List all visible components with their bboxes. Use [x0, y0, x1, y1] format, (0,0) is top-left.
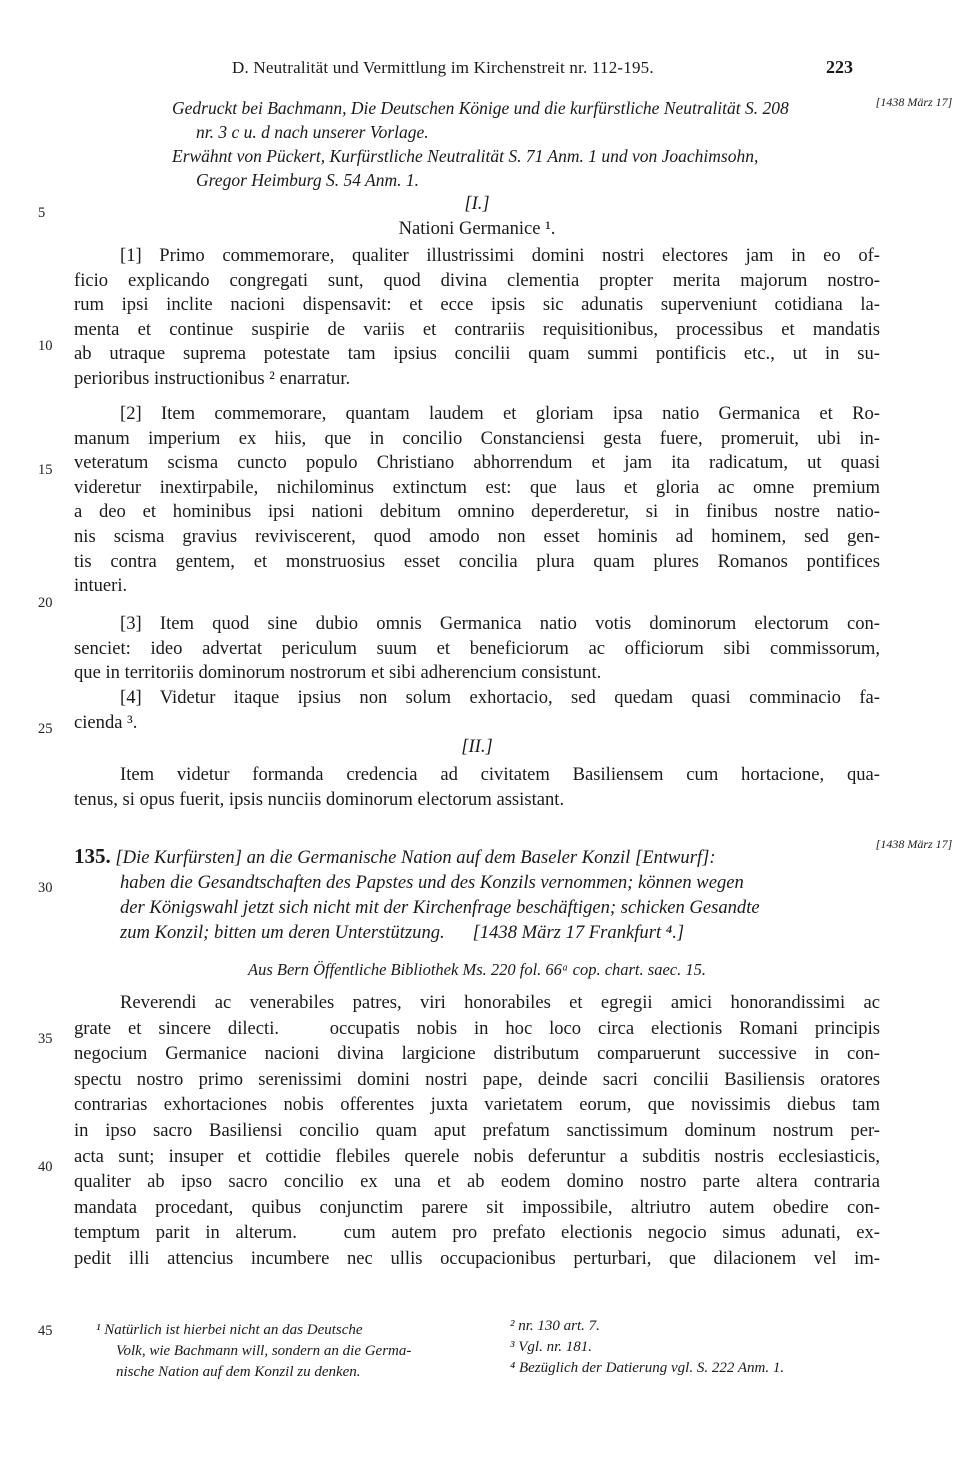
text-line: que in territoriis dominorum nostrorum et sibi adherencium consistunt. — [74, 662, 602, 684]
text-line: intueri. — [74, 575, 128, 597]
text-line: [1] Primo commemorare, qualiter illustrissimi domini nostri electores jam in eo of- — [120, 245, 880, 266]
margin-date-note: [1438 März 17] — [875, 95, 953, 109]
source-note: Aus Bern Öffentliche Bibliothek Ms. 220 fol. 66ᵃ cop. chart. saec. 15. — [248, 960, 706, 979]
footnote-line: ⁴ Bezüglich der Datierung vgl. S. 222 Anm. 1. — [510, 1360, 785, 1376]
text-line: spectu nostro primo serenissimi domini nostri pape, deinde sacri concilii Basiliensis oratores — [74, 1068, 880, 1090]
text-line: nis scisma gravius reviviscerent, quod amodo non esset hominis ad hominem, sed gen- — [74, 525, 880, 547]
text-line: a deo et hominibus ipsi nationi debitum omnino deperderetur, si in finibus nostre natio- — [74, 501, 880, 523]
paragraph-2 — [74, 402, 880, 599]
running-title: D. Neutralität und Vermittlung im Kirchenstreit nr. 112-195. — [232, 58, 654, 77]
footnote-line: Volk, wie Bachmann will, sondern an die Germa- — [116, 1343, 412, 1359]
letter-text — [74, 990, 880, 1272]
text-line: pedit illi attencius incumbere nec ullis occupacionibus perturbari, que dilacionem vel im- — [74, 1247, 880, 1269]
print-reference-line: Gregor Heimburg S. 54 Anm. 1. — [196, 170, 419, 190]
text-line: videretur inextirpabile, nichilominus extinctum est: que laus et gloria ac omne premium — [74, 476, 880, 498]
line-number: 15 — [38, 462, 53, 478]
text-line: cienda ³. — [74, 711, 138, 733]
regest-text: [Die Kurfürsten] an die Germanische Nation auf dem Baseler Konzil [Entwurf]: — [115, 847, 716, 868]
paragraph-4 — [74, 686, 880, 735]
text-line: grate et sincere dilecti. occupatis nobis in hoc loco circa electionis Romani principis — [74, 1017, 880, 1039]
footnote-line: ² nr. 130 art. 7. — [510, 1318, 600, 1334]
regest-line: der Königswahl jetzt sich nicht mit der Kirchenfrage beschäftigen; schicken Gesandte — [120, 897, 760, 918]
text-line: in ipso sacro Basiliensi concilio quam aput prefatum sanctissimum dominum nostrum per- — [74, 1119, 880, 1141]
text-line: veteratum scisma cuncto populo Christiano abhorrendum et jam ita radicatum, ut quasi — [74, 452, 880, 474]
section-marker: [I.] — [464, 193, 490, 214]
text-line: mandata procedant, quibus conjunctim parere sit impossibile, altriutro autem obedire con- — [74, 1196, 880, 1218]
margin-date-note: [1438 März 17] — [875, 837, 953, 851]
text-line: qualiter ab ipso sacro concilio ex una et ab eodem domino nostro parte altera contraria — [74, 1171, 880, 1193]
line-number: 45 — [38, 1323, 53, 1339]
text-line: menta et continue suspirie de variis et contrariis requisitionibus, processibus et mandatis — [74, 318, 880, 340]
line-number: 10 — [38, 338, 53, 354]
line-number: 35 — [38, 1031, 53, 1047]
paragraph-1 — [74, 244, 880, 392]
regest-line: haben die Gesandtschaften des Papstes und des Konzils vernommen; können wegen — [120, 872, 744, 893]
text-line: senciet: ideo advertat periculum suum et beneficiorum ac officiorum sibi commissorum, — [74, 637, 880, 659]
regest-line — [74, 844, 880, 870]
print-reference-line: nr. 3 c u. d nach unserer Vorlage. — [196, 122, 429, 142]
text-line: tenus, si opus fuerit, ipsis nunciis dominorum electorum assistant. — [74, 788, 565, 810]
line-number: 5 — [38, 205, 46, 221]
footnote-line: ¹ Natürlich ist hierbei nicht an das Deutsche — [96, 1322, 363, 1338]
text-line: Reverendi ac venerabiles patres, viri honorabiles et egregii amici honorandissimi ac — [120, 992, 880, 1013]
text-line: temptum parit in alterum. cum autem pro prefato electionis negocio simus adunati, ex- — [74, 1222, 880, 1244]
footnote-line: ³ Vgl. nr. 181. — [510, 1339, 593, 1355]
text-line: Item videtur formanda credencia ad civitatem Basiliensem cum hortacione, qua- — [120, 764, 880, 785]
footnote-line: nische Nation auf dem Konzil zu denken. — [116, 1364, 361, 1380]
text-line: ficio explicando congregati sunt, quod divina clementia propter merita majorum nostro- — [74, 269, 880, 291]
section-marker: [II.] — [461, 736, 493, 757]
section-2-text — [74, 763, 880, 812]
page-number: 223 — [826, 57, 853, 77]
text-line: ab utraque suprema potestate tam ipsius concilii quam summi pontificis etc., ut in su- — [74, 343, 880, 365]
footnotes-left — [96, 1320, 476, 1383]
entry-regest — [74, 844, 880, 945]
line-number: 20 — [38, 595, 53, 611]
text-line: [4] Videtur itaque ipsius non solum exhortacio, sed quedam quasi comminacio fa- — [120, 687, 880, 708]
entry-number: 135. — [74, 844, 111, 868]
text-line: acta sunt; insuper et cottidie flebiles querele nobis deferuntur a subditis nostris ecclesiasticis, — [74, 1145, 880, 1167]
text-line: negocium Germanice nacioni divina largicione distributum comparuerunt successive in con- — [74, 1043, 880, 1065]
print-reference — [172, 96, 872, 192]
text-line: tis contra gentem, et monstruosius esset concilia plura quam plures Romanos pontifices — [74, 550, 880, 572]
footnotes-right — [510, 1316, 910, 1379]
section-heading: Nationi Germanice ¹. — [398, 218, 556, 239]
text-line: [2] Item commemorare, quantam laudem et gloriam ipsa natio Germanica et Ro- — [120, 403, 880, 424]
regest-line: zum Konzil; bitten um deren Unterstützung. [1438 März 17 Frankfurt ⁴.] — [120, 922, 685, 943]
print-reference-line: Gedruckt bei Bachmann, Die Deutschen Könige und die kurfürstliche Neutralität S. 208 — [172, 98, 789, 118]
text-line: perioribus instructionibus ² enarratur. — [74, 367, 351, 389]
text-line: manum imperium ex hiis, que in concilio Constanciensi gesta fuere, promeruit, ubi in- — [74, 427, 880, 449]
line-number: 25 — [38, 721, 53, 737]
print-reference-line: Erwähnt von Pückert, Kurfürstliche Neutralität S. 71 Anm. 1 und von Joachimsohn, — [172, 146, 759, 166]
line-number: 40 — [38, 1159, 53, 1175]
text-line: rum ipsi inclite nacioni dispensavit: et ecce ipsis sic adunatis superveniunt cotidiana la- — [74, 294, 880, 316]
paragraph-3 — [74, 612, 880, 686]
text-line: contrarias exhortaciones nobis offerentes juxta varietatem eorum, que novissimis diebus tam — [74, 1094, 880, 1116]
line-number: 30 — [38, 880, 53, 896]
text-line: [3] Item quod sine dubio omnis Germanica natio votis dominorum electorum con- — [120, 613, 880, 634]
